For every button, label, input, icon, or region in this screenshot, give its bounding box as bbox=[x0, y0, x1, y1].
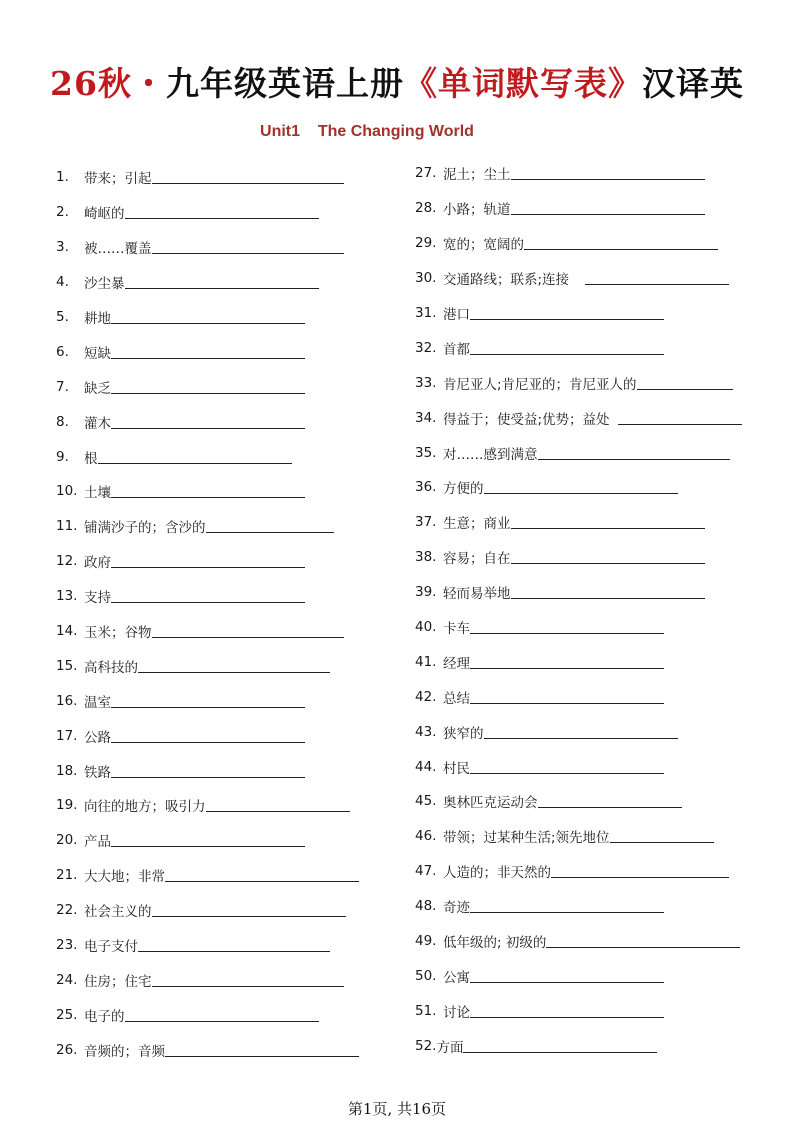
answer-blank-line[interactable] bbox=[138, 671, 330, 673]
answer-blank-line[interactable] bbox=[484, 737, 678, 739]
item-chinese-term: 泥土；尘土 bbox=[443, 167, 511, 184]
vocab-item bbox=[415, 540, 742, 575]
item-number: 22. bbox=[56, 902, 78, 919]
vocab-item bbox=[56, 230, 359, 265]
item-number: 3. bbox=[56, 239, 69, 256]
vocab-item bbox=[415, 191, 742, 226]
item-number: 36. bbox=[415, 479, 437, 496]
title-book: 《单词默写表》 bbox=[403, 64, 642, 103]
vocab-item bbox=[56, 160, 359, 195]
item-chinese-term: 社会主义的 bbox=[84, 904, 152, 921]
item-number: 12. bbox=[56, 553, 78, 570]
item-number: 30. bbox=[415, 270, 437, 287]
vocab-item bbox=[415, 400, 742, 435]
item-number: 39. bbox=[415, 584, 437, 601]
item-chinese-term: 讨论 bbox=[443, 1004, 470, 1021]
item-number: 14. bbox=[56, 623, 78, 640]
answer-blank-line[interactable] bbox=[538, 458, 730, 460]
vocab-item bbox=[415, 714, 742, 749]
answer-blank-line[interactable] bbox=[111, 566, 305, 568]
answer-blank-line[interactable] bbox=[484, 492, 678, 494]
item-number: 20. bbox=[56, 832, 78, 849]
item-number: 49. bbox=[415, 933, 437, 950]
item-chinese-term: 对……感到满意 bbox=[443, 446, 538, 463]
item-chinese-term: 方面 bbox=[436, 1039, 464, 1056]
answer-blank-line[interactable] bbox=[524, 248, 718, 250]
item-chinese-term: 公寓 bbox=[443, 969, 470, 986]
item-number: 23. bbox=[56, 937, 78, 954]
item-chinese-term: 土壤 bbox=[84, 485, 111, 502]
vocab-item bbox=[415, 330, 742, 365]
vocab-item bbox=[415, 470, 742, 505]
answer-blank-line[interactable] bbox=[511, 178, 705, 180]
item-number: 47. bbox=[415, 863, 437, 880]
title-grade: 九年级英语上册 bbox=[165, 64, 404, 103]
vocab-item bbox=[56, 648, 359, 683]
page-number: 第1页, 共16页 bbox=[347, 1100, 447, 1118]
item-chinese-term: 产品 bbox=[84, 834, 111, 851]
answer-blank-line[interactable] bbox=[111, 496, 305, 498]
item-chinese-term: 根 bbox=[84, 450, 98, 467]
answer-blank-line[interactable] bbox=[511, 527, 705, 529]
item-chinese-term: 奇迹 bbox=[443, 900, 470, 917]
item-chinese-term: 总结 bbox=[443, 690, 470, 707]
item-number: 41. bbox=[415, 653, 437, 670]
answer-blank-line[interactable] bbox=[125, 1020, 319, 1022]
answer-blank-line[interactable] bbox=[98, 462, 292, 464]
answer-blank-line[interactable] bbox=[152, 182, 344, 184]
item-chinese-term: 低年级的; 初级的 bbox=[443, 935, 547, 952]
answer-blank-line[interactable] bbox=[152, 252, 344, 254]
unit-heading: Unit1 The Changing World bbox=[260, 123, 474, 140]
item-chinese-term: 经理 bbox=[443, 655, 470, 672]
item-number: 5. bbox=[56, 309, 69, 325]
item-number: 48. bbox=[415, 898, 437, 915]
vocab-item bbox=[415, 958, 742, 993]
item-chinese-term: 音频的；音频 bbox=[84, 1043, 165, 1060]
item-chinese-term: 公路 bbox=[84, 729, 111, 746]
item-number: 42. bbox=[415, 688, 437, 705]
answer-blank-line[interactable] bbox=[111, 322, 305, 324]
title-season: 26秋・ bbox=[50, 64, 166, 103]
item-number: 6. bbox=[56, 343, 69, 360]
item-chinese-term: 短缺 bbox=[84, 345, 111, 362]
answer-blank-line[interactable] bbox=[470, 1016, 664, 1018]
item-number: 34. bbox=[415, 409, 437, 426]
item-number: 45. bbox=[415, 793, 437, 810]
vocab-item bbox=[415, 435, 742, 470]
vocab-item bbox=[56, 439, 359, 474]
answer-blank-line[interactable] bbox=[470, 911, 664, 913]
vocab-item bbox=[56, 928, 359, 963]
item-chinese-term: 得益于；使受益;优势；益处 bbox=[443, 411, 610, 428]
answer-blank-line[interactable] bbox=[125, 217, 319, 219]
vocab-item bbox=[415, 226, 742, 261]
answer-blank-line[interactable] bbox=[618, 423, 742, 425]
vocab-item bbox=[56, 474, 359, 509]
answer-blank-line[interactable] bbox=[470, 981, 664, 983]
item-number: 21. bbox=[56, 867, 78, 884]
vocab-item bbox=[56, 334, 359, 369]
item-chinese-term: 灌木 bbox=[84, 415, 111, 432]
item-chinese-term: 肯尼亚人;肯尼亚的；肯尼亚人的 bbox=[443, 376, 637, 393]
vocab-item bbox=[56, 195, 359, 230]
item-chinese-term: 被……覆盖 bbox=[84, 241, 152, 258]
answer-blank-line[interactable] bbox=[470, 632, 664, 634]
title-mode: 汉译英 bbox=[641, 64, 744, 103]
vocab-item bbox=[415, 610, 742, 645]
item-number: 1. bbox=[56, 169, 69, 186]
answer-blank-line[interactable] bbox=[125, 287, 319, 289]
item-number: 33. bbox=[415, 374, 437, 391]
vocab-item bbox=[56, 300, 359, 335]
item-chinese-term: 住房；住宅 bbox=[84, 973, 152, 990]
answer-blank-line[interactable] bbox=[470, 353, 664, 355]
answer-blank-line[interactable] bbox=[511, 213, 705, 215]
item-chinese-term: 卡车 bbox=[443, 621, 470, 638]
vocab-item bbox=[56, 1032, 359, 1067]
item-chinese-term: 温室 bbox=[84, 694, 111, 711]
answer-blank-line[interactable] bbox=[206, 810, 350, 812]
item-number: 52. bbox=[415, 1037, 437, 1054]
item-chinese-term: 沙尘暴 bbox=[84, 276, 125, 293]
answer-blank-line[interactable] bbox=[637, 388, 733, 390]
answer-blank-line[interactable] bbox=[511, 562, 705, 564]
item-number: 17. bbox=[56, 727, 78, 744]
vocab-item bbox=[415, 575, 742, 610]
item-chinese-term: 首都 bbox=[443, 341, 470, 358]
item-number: 51. bbox=[415, 1002, 437, 1019]
answer-blank-line[interactable] bbox=[165, 1055, 359, 1057]
item-chinese-term: 大大地；非常 bbox=[84, 869, 165, 886]
item-number: 16. bbox=[56, 692, 78, 709]
vocab-item bbox=[56, 962, 359, 997]
answer-blank-line[interactable] bbox=[152, 915, 346, 917]
item-chinese-term: 宽的；宽阔的 bbox=[443, 237, 524, 254]
item-chinese-term: 支持 bbox=[84, 590, 111, 607]
vocab-item bbox=[56, 544, 359, 579]
item-chinese-term: 玉米；谷物 bbox=[84, 625, 152, 642]
item-number: 18. bbox=[56, 762, 78, 779]
item-chinese-term: 交通路线；联系;连接 bbox=[443, 272, 570, 289]
item-chinese-term: 生意；商业 bbox=[443, 516, 511, 533]
vocab-item bbox=[56, 893, 359, 928]
item-number: 29. bbox=[415, 235, 437, 252]
vocab-item bbox=[56, 997, 359, 1032]
answer-blank-line[interactable] bbox=[165, 880, 359, 882]
answer-blank-line[interactable] bbox=[470, 772, 664, 774]
vocab-item bbox=[56, 579, 359, 614]
item-number: 35. bbox=[415, 444, 437, 461]
vocab-item bbox=[56, 858, 359, 893]
item-chinese-term: 狭窄的 bbox=[443, 725, 484, 742]
vocab-item bbox=[56, 788, 359, 823]
answer-blank-line[interactable] bbox=[610, 841, 714, 843]
right-column bbox=[415, 156, 742, 1063]
item-number: 44. bbox=[415, 758, 437, 775]
vocab-item bbox=[56, 823, 359, 858]
vocab-item bbox=[415, 644, 742, 679]
answer-blank-line[interactable] bbox=[470, 667, 664, 669]
answer-blank-line[interactable] bbox=[585, 283, 729, 285]
item-number: 24. bbox=[56, 971, 78, 988]
item-number: 46. bbox=[415, 828, 437, 845]
item-number: 19. bbox=[56, 797, 78, 814]
vocab-item bbox=[415, 889, 742, 924]
item-number: 31. bbox=[415, 305, 437, 321]
vocab-item bbox=[415, 505, 742, 540]
item-number: 37. bbox=[415, 514, 437, 531]
item-number: 8. bbox=[56, 413, 69, 430]
answer-blank-line[interactable] bbox=[152, 636, 344, 638]
vocab-item bbox=[415, 854, 742, 889]
item-number: 25. bbox=[56, 1006, 78, 1023]
vocab-item bbox=[415, 261, 742, 296]
item-chinese-term: 容易；自在 bbox=[443, 551, 511, 568]
answer-blank-line[interactable] bbox=[470, 702, 664, 704]
item-number: 43. bbox=[415, 723, 437, 740]
item-chinese-term: 电子支付 bbox=[84, 939, 138, 956]
item-chinese-term: 缺乏 bbox=[84, 380, 111, 397]
item-chinese-term: 耕地 bbox=[84, 311, 111, 327]
vocab-item bbox=[56, 614, 359, 649]
item-chinese-term: 带领；过某种生活;领先地位 bbox=[443, 830, 610, 847]
vocab-item bbox=[415, 749, 742, 784]
answer-blank-line[interactable] bbox=[111, 776, 305, 778]
vocab-item bbox=[56, 404, 359, 439]
item-number: 15. bbox=[56, 657, 78, 674]
answer-blank-line[interactable] bbox=[463, 1051, 657, 1053]
item-chinese-term: 轻而易举地 bbox=[443, 586, 511, 603]
vocab-item bbox=[415, 679, 742, 714]
item-number: 2. bbox=[56, 204, 69, 221]
vocab-item bbox=[56, 753, 359, 788]
answer-blank-line[interactable] bbox=[551, 876, 729, 878]
answer-blank-line[interactable] bbox=[538, 806, 682, 808]
item-number: 7. bbox=[56, 378, 69, 395]
vocab-item bbox=[56, 683, 359, 718]
item-chinese-term: 人造的；非天然的 bbox=[443, 865, 551, 882]
answer-blank-line[interactable] bbox=[206, 531, 334, 533]
item-chinese-term: 高科技的 bbox=[84, 659, 138, 676]
vocab-item bbox=[415, 784, 742, 819]
item-number: 13. bbox=[56, 588, 78, 605]
vocab-item bbox=[56, 265, 359, 300]
item-number: 11. bbox=[56, 518, 78, 535]
vocab-item bbox=[415, 993, 742, 1028]
vocab-item bbox=[56, 509, 359, 544]
answer-blank-line[interactable] bbox=[111, 392, 305, 394]
item-chinese-term: 向往的地方；吸引力 bbox=[84, 799, 206, 816]
item-chinese-term: 村民 bbox=[443, 760, 470, 777]
item-number: 38. bbox=[415, 549, 437, 566]
item-chinese-term: 奥林匹克运动会 bbox=[443, 795, 538, 812]
vocab-item bbox=[415, 365, 742, 400]
item-number: 27. bbox=[415, 165, 437, 182]
vocab-item bbox=[415, 924, 742, 959]
document-title bbox=[0, 58, 794, 105]
answer-blank-line[interactable] bbox=[138, 950, 330, 952]
item-chinese-term: 政府 bbox=[84, 555, 111, 572]
answer-blank-line[interactable] bbox=[470, 318, 664, 320]
vocab-item bbox=[415, 1028, 742, 1063]
answer-blank-line[interactable] bbox=[111, 357, 305, 359]
answer-blank-line[interactable] bbox=[511, 597, 705, 599]
item-chinese-term: 港口 bbox=[443, 307, 470, 323]
vocab-item bbox=[56, 369, 359, 404]
item-number: 32. bbox=[415, 339, 437, 356]
answer-blank-line[interactable] bbox=[111, 741, 305, 743]
answer-blank-line[interactable] bbox=[111, 845, 305, 847]
vocab-item bbox=[415, 819, 742, 854]
item-number: 50. bbox=[415, 967, 437, 984]
answer-blank-line[interactable] bbox=[546, 946, 740, 948]
answer-blank-line[interactable] bbox=[111, 706, 305, 708]
item-chinese-term: 小路；轨道 bbox=[443, 202, 511, 219]
item-number: 9. bbox=[56, 448, 69, 465]
item-chinese-term: 电子的 bbox=[84, 1008, 125, 1025]
item-number: 4. bbox=[56, 274, 69, 291]
vocab-item bbox=[415, 296, 742, 331]
answer-blank-line[interactable] bbox=[111, 427, 305, 429]
vocab-item bbox=[415, 156, 742, 191]
item-chinese-term: 铁路 bbox=[84, 764, 111, 781]
item-chinese-term: 带来；引起 bbox=[84, 171, 152, 188]
item-number: 28. bbox=[415, 200, 437, 217]
item-number: 26. bbox=[56, 1041, 78, 1058]
item-chinese-term: 铺满沙子的；含沙的 bbox=[84, 520, 206, 537]
answer-blank-line[interactable] bbox=[111, 601, 305, 603]
item-chinese-term: 方便的 bbox=[443, 481, 484, 498]
vocab-item bbox=[56, 718, 359, 753]
item-number: 40. bbox=[415, 619, 437, 636]
answer-blank-line[interactable] bbox=[152, 985, 344, 987]
item-number: 10. bbox=[56, 483, 78, 500]
item-chinese-term: 崎岖的 bbox=[84, 206, 125, 223]
left-column bbox=[56, 160, 359, 1067]
